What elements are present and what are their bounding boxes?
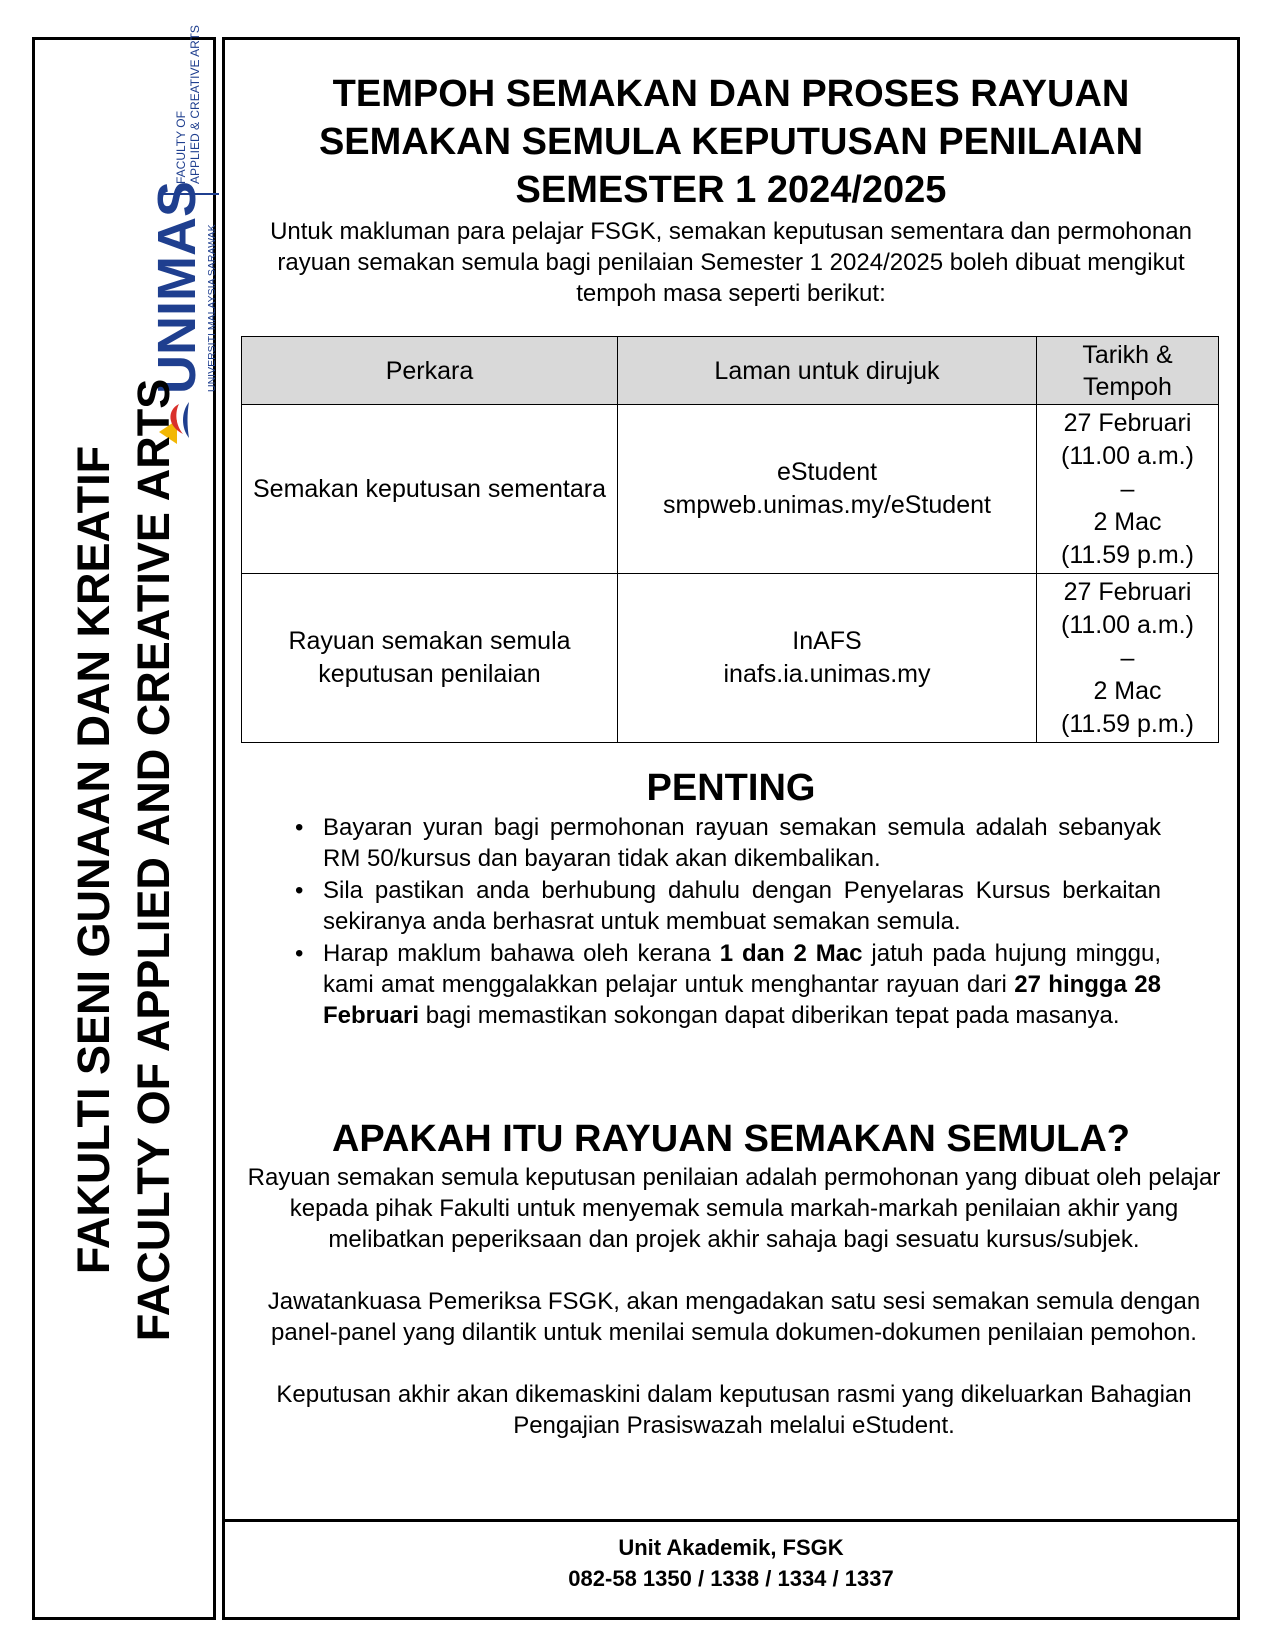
footer-unit: Unit Akademik, FSGK xyxy=(618,1535,844,1560)
time-start: (11.00 a.m.) xyxy=(1061,441,1194,470)
header-perkara: Perkara xyxy=(242,337,618,405)
table-header-row xyxy=(242,337,1219,405)
time-end: (11.59 p.m.) xyxy=(1061,709,1194,738)
row-site xyxy=(618,405,1037,574)
table-row xyxy=(242,405,1219,574)
site-name: eStudent xyxy=(776,458,878,486)
about-body xyxy=(245,1162,1223,1472)
bullet3-text-2: jatuh pada hujung minggu, kami amat menggalakkan pelajar untuk menghantar rayuan dari xyxy=(323,940,1162,998)
footer xyxy=(225,1519,1237,1617)
important-heading: PENTING xyxy=(646,767,816,809)
site-url[interactable]: inafs.ia.unimas.my xyxy=(723,660,931,688)
header-laman: Laman untuk dirujuk xyxy=(618,337,1037,405)
row-site xyxy=(618,574,1037,743)
footer-phones: 082-58 1350 / 1338 / 1334 / 1337 xyxy=(568,1566,894,1591)
date-start: 27 Februari xyxy=(1063,577,1192,606)
list-item: • Sila pastikan anda berhubung dahulu dengan Penyelaras Kursus berkaitan sekiranya anda berhasrat untuk membuat semakan semula. xyxy=(323,875,1161,937)
date-start: 27 Februari xyxy=(1063,408,1192,437)
row-item: Semakan keputusan sementara xyxy=(242,405,618,574)
row-period xyxy=(1037,405,1219,574)
header-tarikh: Tarikh & Tempoh xyxy=(1037,337,1219,405)
schedule-table xyxy=(241,336,1219,743)
title-line-1: TEMPOH SEMAKAN DAN PROSES RAYUAN xyxy=(332,73,1130,115)
logo-faculty-line2: APPLIED & CREATIVE ARTS xyxy=(188,25,202,184)
title-line-2: SEMAKAN SEMULA KEPUTUSAN PENILAIAN xyxy=(318,121,1144,163)
important-list xyxy=(295,812,1161,1032)
bullet3-text-3: bagi memastikan sokongan dapat diberikan tepat pada masanya. xyxy=(419,1002,1120,1029)
row-period xyxy=(1037,574,1219,743)
logo-faculty-line1: FACULTY OF xyxy=(174,111,188,184)
main-frame xyxy=(222,37,1240,1620)
list-item: • Bayaran yuran bagi permohonan rayuan semakan semula adalah sebanyak RM 50/kursus dan bayaran tidak akan dikembalikan. xyxy=(323,812,1161,874)
page-title xyxy=(225,70,1237,214)
date-end: 2 Mac xyxy=(1093,676,1162,705)
site-url[interactable]: smpweb.unimas.my/eStudent xyxy=(663,491,991,519)
list-item xyxy=(323,938,1161,1031)
table-row xyxy=(242,574,1219,743)
bullet3-text-1: Harap maklum bahawa oleh kerana xyxy=(323,940,720,967)
date-dash: – xyxy=(1120,643,1135,672)
side-title-malay: FAKULTI SENI GUNAAN DAN KREATIF xyxy=(68,445,119,1275)
time-end: (11.59 p.m.) xyxy=(1061,540,1194,569)
site-name: InAFS xyxy=(792,627,862,655)
side-panel xyxy=(32,25,218,1620)
bullet3-bold-dates-feb: 27 hingga 28 Februari xyxy=(323,971,1161,1029)
about-paragraph-2: Jawatankuasa Pemeriksa FSGK, akan mengadakan satu sesi semakan semula dengan panel-panel yang dilantik untuk menilai semula dokumen-dokumen penilaian pemohon. xyxy=(267,1288,1201,1346)
time-start: (11.00 a.m.) xyxy=(1061,610,1194,639)
row-item: Rayuan semakan semula keputusan penilaian xyxy=(242,574,618,743)
title-line-3: SEMESTER 1 2024/2025 xyxy=(515,169,947,211)
side-title xyxy=(64,379,184,1342)
main-content xyxy=(225,40,1237,1522)
about-paragraph-1: Rayuan semakan semula keputusan penilaian adalah permohonan yang dibuat oleh pelajar kepada pihak Fakulti untuk menyemak semula markah-markah penilaian akhir yang melibatkan peperiksaan dan projek akhir sahaja bagi sesuatu kursus/subjek. xyxy=(247,1164,1221,1253)
bullet3-bold-dates-mac: 1 dan 2 Mac xyxy=(719,940,863,967)
date-end: 2 Mac xyxy=(1093,507,1162,536)
about-paragraph-3: Keputusan akhir akan dikemaskini dalam keputusan rasmi yang dikeluarkan Bahagian Pengajian Prasiswazah melalui eStudent. xyxy=(276,1381,1192,1439)
date-dash: – xyxy=(1120,474,1135,503)
side-title-english: FACULTY OF APPLIED AND CREATIVE ARTS xyxy=(128,378,179,1342)
about-heading: APAKAH ITU RAYUAN SEMAKAN SEMULA? xyxy=(331,1118,1131,1160)
intro-text: Untuk makluman para pelajar FSGK, semakan keputusan sementara dan permohonan rayuan semakan semula bagi penilaian Semester 1 2024/2025 boleh dibuat mengikut tempoh masa seperti berikut: xyxy=(270,218,1192,307)
logo-wordmark: UNIMAS xyxy=(147,181,207,394)
logo-subtitle: UNIVERSITI MALAYSIA SARAWAK xyxy=(206,224,218,392)
